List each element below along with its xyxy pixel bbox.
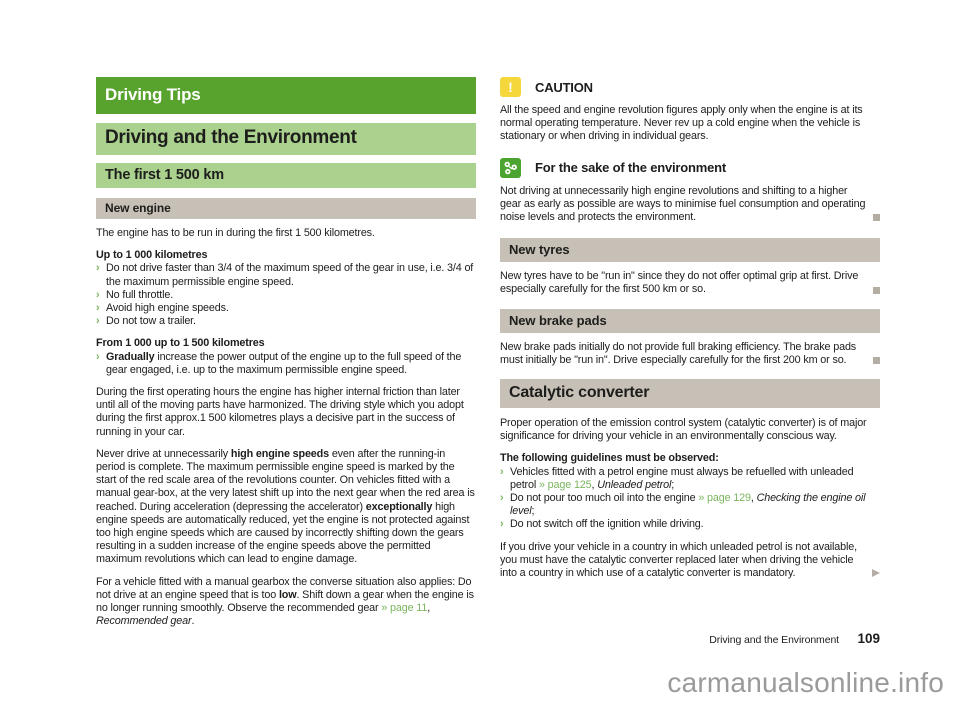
page-number: 109 xyxy=(857,631,880,646)
caution-note xyxy=(500,77,880,144)
catalytic-intro: Proper operation of the emission control system (catalytic converter) is of major significance for driving your vehicle in an environmentally conscious way. xyxy=(500,417,867,443)
footer-section-title: Driving and the Environment xyxy=(709,634,840,646)
bullet-text: Do not tow a trailer. xyxy=(106,315,196,328)
bullet-item: › Vehicles fitted with a petrol engine must always be refuelled with unleaded petrol » page 125, Unleaded petrol; xyxy=(500,465,854,491)
bullet-item xyxy=(96,289,476,302)
paragraph-intro: The engine has to be run in during the first 1 500 kilometres. xyxy=(96,227,375,239)
caution-title: CAUTION xyxy=(535,79,593,95)
paragraph-friction: During the first operating hours the engine has higher internal friction than later until all of the moving parts have harmonized. The driving style which you adopt during the first approx.1 500 kilometres plays a decisive part in the success of running in your car. xyxy=(96,386,464,438)
caution-exclamation-icon: ! xyxy=(500,77,521,97)
chevron-bullet-icon: › xyxy=(500,518,504,531)
left-column xyxy=(96,77,476,637)
paragraph-engine-speeds: Never drive at unnecessarily high engine speeds even after the running-in period is complete. The maximum permissible engine speed is marked by the start of the red scale area of the revolutions counter. On vehicles fitted with a manual gear-box, at the very latest shift up into the next gear when the red area is reached. During acceleration (depressing the accelerator) exceptionally high engine speeds are automatically reduced, yet the engine is not protected against too high engine speeds which are caused by incorrectly shifting down the gears resulting in a sudden increase of the engine speeds above the permitted maximum revolutions which can lead to engine damage. xyxy=(96,447,475,566)
bullet-text: Avoid high engine speeds. xyxy=(106,302,229,315)
chevron-bullet-icon: › xyxy=(96,315,100,328)
topic-heading-new-tyres: New tyres xyxy=(500,238,880,262)
page-link-125[interactable]: » page 125 xyxy=(538,478,592,491)
bullet-item xyxy=(96,315,476,328)
continuation-square-icon xyxy=(873,357,880,364)
page-link-11[interactable]: » page 11 xyxy=(381,602,428,615)
bullet-item xyxy=(96,302,476,315)
paragraph-gearbox: For a vehicle fitted with a manual gearbox the converse situation also applies: Do not drive at an engine speed that is too low. Shift down a gear when the engine is no longer running smoothly. Observe the recommended gear » page 11, Recommended gear. xyxy=(96,575,474,628)
topic-heading-catalytic-converter: Catalytic converter xyxy=(500,379,880,408)
guidelines-bullet-list xyxy=(500,466,880,532)
topic-heading-new-engine: New engine xyxy=(96,198,476,219)
chevron-bullet-icon: › xyxy=(96,288,100,301)
subheading-from-1000: From 1 000 up to 1 500 kilometres xyxy=(96,337,265,350)
bullet-list-up-to-1000 xyxy=(96,262,476,328)
chevron-bullet-icon: › xyxy=(96,302,100,315)
chapter-heading: Driving Tips xyxy=(96,77,476,114)
guidelines-subheading: The following guidelines must be observed: xyxy=(500,452,719,465)
subheading-up-to-1000: Up to 1 000 kilometres xyxy=(96,249,208,262)
subsection-heading: The first 1 500 km xyxy=(96,163,476,188)
new-tyres-text: New tyres have to be "run in" since they do not offer optimal grip at first. Drive especially carefully for the first 500 km or so. xyxy=(500,270,880,296)
continuation-arrow-icon xyxy=(872,569,880,577)
environment-text: Not driving at unnecessarily high engine revolutions and shifting to a higher gear as early as possible are ways to minimise fuel consumption and operating noise levels and protects the environment. xyxy=(500,185,880,225)
environment-title: For the sake of the environment xyxy=(535,160,727,176)
bullet-text-bold: Gradually xyxy=(106,350,155,363)
catalytic-outro: If you drive your vehicle in a country in which unleaded petrol is not available, you must have the catalytic converter replaced later when driving the vehicle into a country in which use of a catalytic converter is mandatory. xyxy=(500,541,880,581)
topic-heading-new-brake-pads: New brake pads xyxy=(500,309,880,333)
bullet-text: increase the power output of the engine up to the full speed of the gear engaged, i.e. up to the maximum permissible engine speed. xyxy=(106,350,462,376)
chevron-bullet-icon: › xyxy=(500,492,504,505)
page-footer xyxy=(500,630,880,648)
caution-text: All the speed and engine revolution figures apply only when the engine is at its normal operating temperature. Never rev up a cold engine when the vehicle is stationary or when driving in individual gears. xyxy=(500,104,863,143)
environment-flower-icon xyxy=(500,158,521,178)
environment-note xyxy=(500,158,880,225)
chevron-bullet-icon: › xyxy=(96,350,100,363)
environment-note-header xyxy=(500,158,880,178)
bullet-item xyxy=(96,262,476,288)
continuation-square-icon xyxy=(873,214,880,221)
caution-note-header xyxy=(500,77,880,97)
bullet-list-from-1000 xyxy=(96,351,476,377)
chevron-bullet-icon: › xyxy=(500,465,504,478)
chevron-bullet-icon: › xyxy=(96,262,100,275)
page-link-129[interactable]: » page 129 xyxy=(698,492,751,505)
new-brake-pads-text: New brake pads initially do not provide full braking efficiency. The brake pads must initially be "run in". Drive especially carefully for the first 200 km or so. xyxy=(500,341,880,367)
continuation-square-icon xyxy=(873,287,880,294)
bullet-text: Do not drive faster than 3/4 of the maximum speed of the gear in use, i.e. 3/4 of the maximum permissible engine speed. xyxy=(106,262,474,288)
section-heading: Driving and the Environment xyxy=(96,123,476,155)
bullet-item xyxy=(96,351,476,377)
right-column xyxy=(500,77,880,589)
watermark: carmanualsonline.info xyxy=(667,667,944,698)
bullet-item: › Do not pour too much oil into the engine » page 129, Checking the engine oil level; xyxy=(500,492,866,518)
bullet-item: › Do not switch off the ignition while driving. xyxy=(500,518,704,531)
bullet-text: No full throttle. xyxy=(106,288,174,301)
